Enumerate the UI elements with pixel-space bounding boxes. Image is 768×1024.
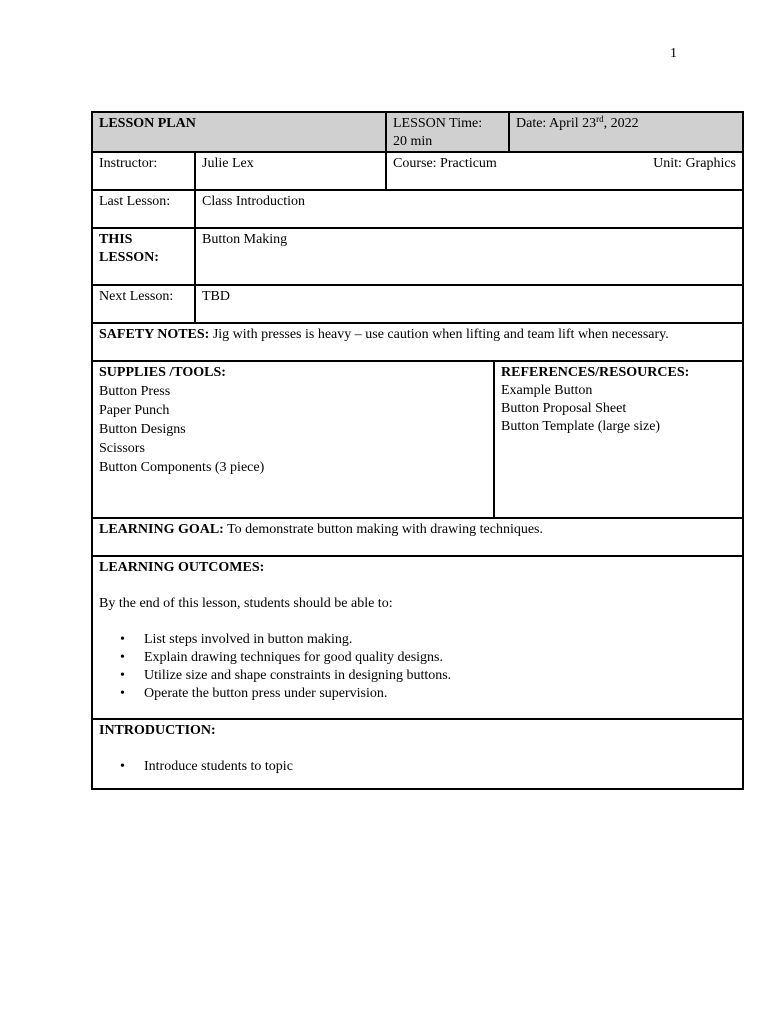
introduction	[93, 720, 742, 788]
last-lesson-value: Class Introduction	[202, 194, 306, 209]
reference-item: Button Proposal Sheet	[501, 401, 627, 416]
lesson-time	[387, 113, 510, 151]
course-unit	[387, 153, 742, 189]
learning-outcomes	[93, 557, 742, 718]
unit-value: Unit: Graphics	[653, 156, 736, 171]
learning-goal-text: To demonstrate button making with drawing techniques.	[223, 522, 544, 537]
instructor-label: Instructor:	[93, 153, 196, 189]
list-item: • Explain drawing techniques for good quality designs.	[144, 649, 736, 667]
supplies-cell	[93, 362, 495, 517]
safety-notes-label: SAFETY NOTES:	[99, 327, 210, 342]
reference-item: Button Template (large size)	[501, 419, 661, 434]
date-suffix: , 2022	[603, 116, 639, 131]
references-label: REFERENCES/RESOURCES:	[501, 365, 690, 380]
instructor-row	[93, 153, 742, 191]
learning-goal-row	[93, 519, 742, 557]
learning-outcomes-label: LEARNING OUTCOMES:	[99, 560, 265, 575]
supplies-label: SUPPLIES /TOOLS:	[99, 365, 226, 380]
supply-item: Button Press	[99, 384, 171, 399]
introduction-label: INTRODUCTION:	[99, 723, 216, 738]
list-item: • Introduce students to topic	[144, 758, 736, 776]
lesson-date	[510, 113, 742, 151]
introduction-row	[93, 720, 742, 788]
instructor-value: Julie Lex	[196, 153, 387, 189]
this-lesson-label	[93, 229, 196, 284]
learning-outcomes-intro: By the end of this lesson, students should be able to:	[99, 596, 393, 611]
last-lesson-row	[93, 191, 742, 229]
supplies-references-row	[93, 362, 742, 519]
safety-notes-text: Jig with presses is heavy – use caution when lifting and team lift when necessary.	[209, 327, 669, 342]
this-lesson-value: Button Making	[202, 232, 288, 247]
reference-item: Example Button	[501, 383, 593, 398]
last-lesson-label: Last Lesson:	[93, 191, 196, 227]
lesson-plan-title: LESSON PLAN	[93, 113, 387, 151]
next-lesson-label: Next Lesson:	[93, 286, 196, 322]
list-item: • Operate the button press under supervision.	[144, 685, 736, 703]
next-lesson-row	[93, 286, 742, 324]
references-cell	[495, 362, 742, 517]
date-prefix: Date: April 23	[516, 116, 597, 131]
lesson-time-value: 20 min	[393, 134, 433, 149]
learning-goal	[93, 519, 742, 555]
safety-notes	[93, 324, 742, 360]
list-item: • List steps involved in button making.	[144, 631, 736, 649]
lesson-plan-table	[91, 111, 744, 790]
supply-item: Paper Punch	[99, 403, 170, 418]
learning-goal-label: LEARNING GOAL:	[99, 522, 224, 537]
page-number: 1	[670, 46, 677, 61]
header-row	[93, 113, 742, 153]
lesson-time-label: LESSON Time:	[393, 116, 483, 131]
this-lesson-row	[93, 229, 742, 286]
learning-outcomes-row	[93, 557, 742, 720]
supply-item: Button Designs	[99, 422, 186, 437]
safety-notes-row	[93, 324, 742, 362]
introduction-list	[99, 758, 736, 776]
this-lesson-label-line1: THIS	[99, 232, 133, 247]
learning-outcomes-list	[99, 631, 736, 703]
next-lesson-value: TBD	[202, 289, 230, 304]
supply-item: Scissors	[99, 441, 145, 456]
list-item: • Utilize size and shape constraints in designing buttons.	[144, 667, 736, 685]
this-lesson-label-line2: LESSON:	[99, 250, 159, 265]
supply-item: Button Components (3 piece)	[99, 460, 265, 475]
course-value: Course: Practicum	[393, 156, 497, 171]
date-sup: rd	[596, 114, 604, 124]
